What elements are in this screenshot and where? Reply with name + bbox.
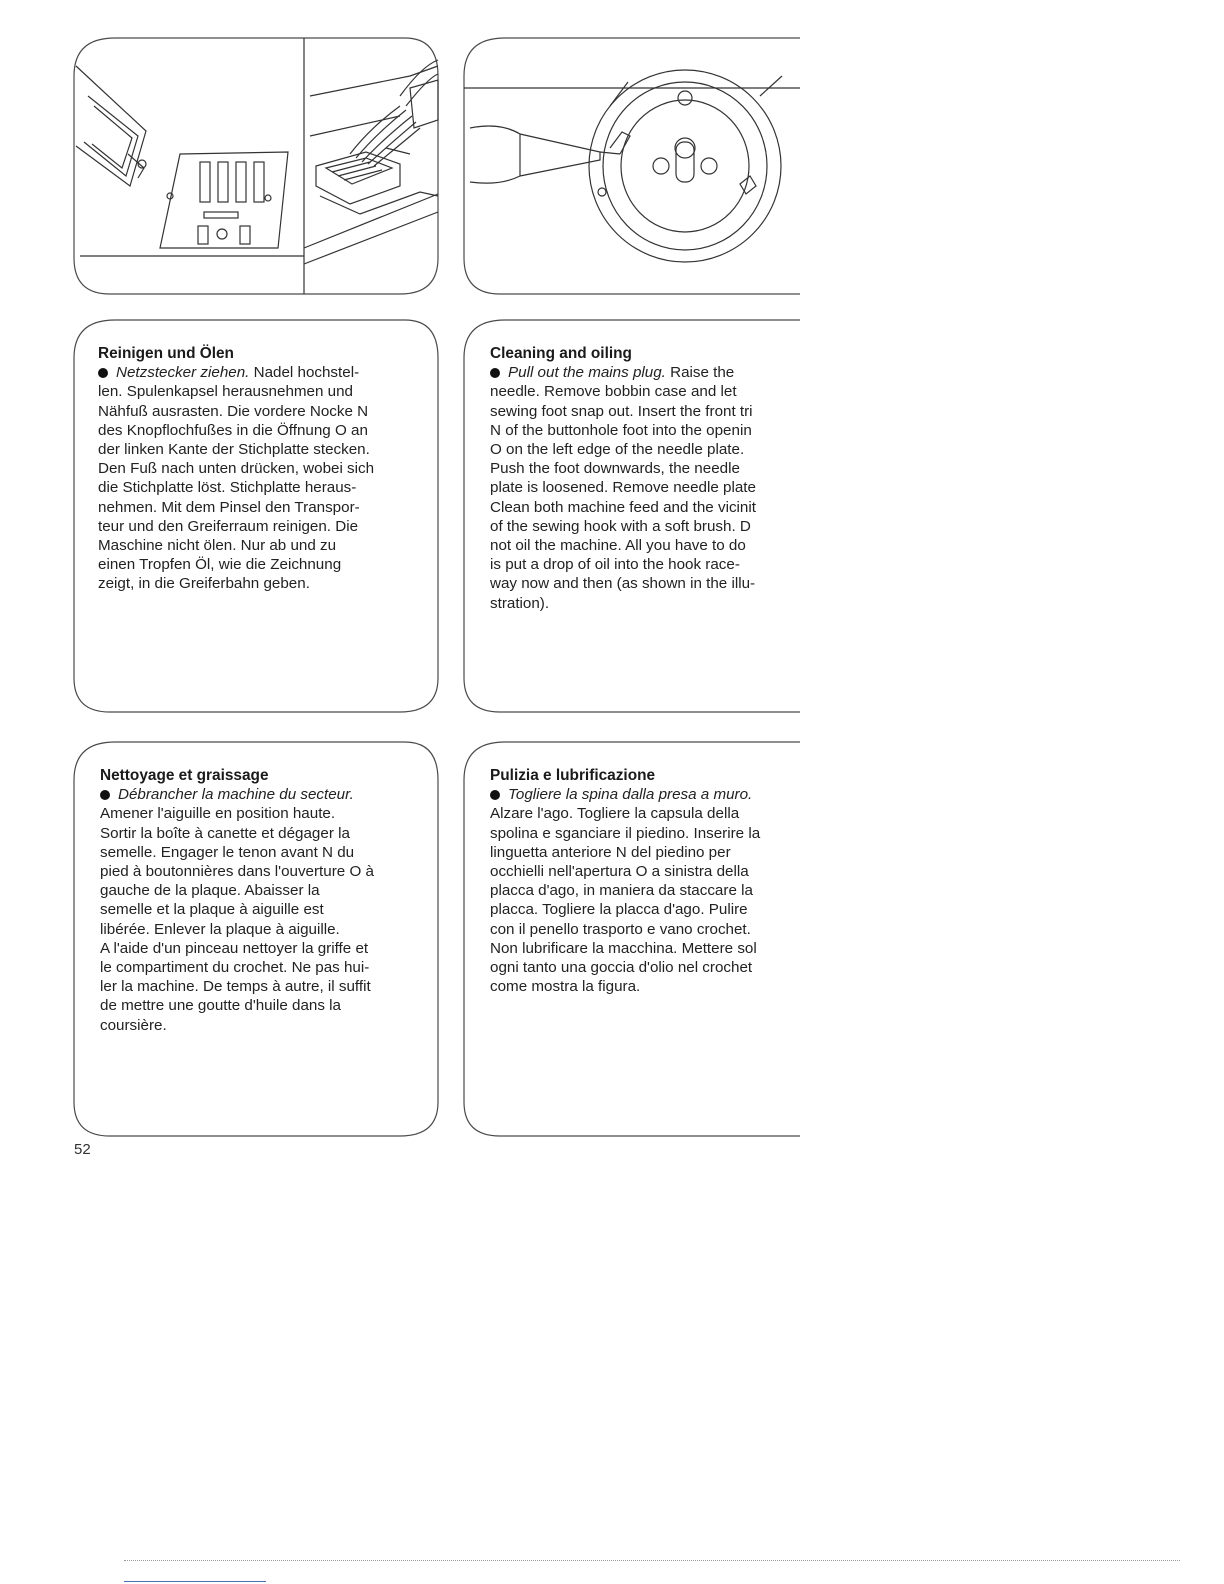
bullet-icon [100, 790, 110, 800]
section-fr-title: Nettoyage et graissage [100, 767, 269, 784]
bullet-icon [98, 368, 108, 378]
text-line: Non lubrificare la macchina. Mettere sol [490, 939, 757, 957]
text-line: Nähfuß ausrasten. Die vordere Nocke N [98, 402, 369, 420]
text-line: sewing foot snap out. Insert the front tri [490, 402, 753, 420]
text-line: Alzare l'ago. Togliere la capsula della [490, 805, 740, 823]
text-line: Den Fuß nach unten drücken, wobei sich [98, 460, 375, 478]
section-it-text [490, 766, 800, 996]
text-line: de mettre une goutte d'huile dans la [100, 997, 342, 1015]
needle-plate-and-feed-dogs-icon [70, 36, 442, 298]
section-it-line-0 [490, 785, 800, 804]
text-line: placca d'ago, in maniera da staccare la [490, 882, 753, 900]
text-line: ler la machine. De temps à autre, il suffit [100, 978, 371, 996]
text-line: O on the left edge of the needle plate. [490, 441, 745, 459]
section-de-title: Reinigen und Ölen [98, 345, 234, 362]
text-line: Sortir la boîte à canette et dégager la [100, 824, 350, 842]
text-line: des Knopflochfußes in die Öffnung O an [98, 421, 368, 439]
illustration-right-panel [460, 36, 800, 298]
text-line: teur und den Greiferraum reinigen. Die [98, 517, 359, 535]
section-de-text [98, 344, 432, 594]
illustration-left-panel [70, 36, 442, 298]
text-line: A l'aide d'un pinceau nettoyer la griffe et [100, 939, 369, 957]
text-line: come mostra la figura. [490, 978, 641, 996]
text-line: ogni tanto una goccia d'olio nel crochet [490, 959, 753, 977]
text-line: con il penello trasporto e vano crochet. [490, 920, 751, 938]
text-line: placca. Togliere la placca d'ago. Pulire [490, 901, 748, 919]
text-line: Maschine nicht ölen. Nur ab und zu [98, 537, 337, 555]
text-line: Amener l'aiguille en position haute. [100, 805, 336, 823]
text-line: way now and then (as shown in the illu- [490, 575, 756, 593]
section-it-lead: Togliere la spina dalla presa a muro. [508, 786, 753, 804]
text-line: occhielli nell'apertura O a sinistra della [490, 863, 749, 881]
text-line: semelle et la plaque à aiguille est [100, 901, 324, 919]
text-line: nehmen. Mit dem Pinsel den Transpor- [98, 498, 360, 516]
text-line: stration). [490, 594, 550, 612]
text-line: pied à boutonnières dans l'ouverture O à [100, 863, 374, 881]
text-line: N of the buttonhole foot into the openin [490, 421, 752, 439]
text-line: semelle. Engager le tenon avant N du [100, 843, 355, 861]
section-en-text [490, 344, 800, 613]
text-line: spolina e sganciare il piedino. Inserire la [490, 824, 761, 842]
text-line: die Stichplatte löst. Stichplatte heraus- [98, 479, 357, 497]
bullet-icon [490, 368, 500, 378]
text-line: libérée. Enlever la plaque à aiguille. [100, 920, 340, 938]
text-line: needle. Remove bobbin case and let [490, 383, 737, 401]
text-line: Clean both machine feed and the vicinit [490, 498, 756, 516]
section-de-line-0: Netzstecker ziehen. Nadel hochstel- [98, 363, 432, 382]
text-line: einen Tropfen Öl, wie die Zeichnung [98, 556, 342, 574]
text-line: der linken Kante der Stichplatte stecken. [98, 441, 370, 459]
text-line: linguetta anteriore N del piedino per [490, 843, 731, 861]
text-line: of the sewing hook with a soft brush. D [490, 517, 751, 535]
section-en-title: Cleaning and oiling [490, 345, 632, 362]
bullet-icon [490, 790, 500, 800]
section-fr-text [100, 766, 434, 1035]
section-it-title: Pulizia e lubrificazione [490, 767, 656, 784]
section-fr-lead: Débrancher la machine du secteur. [118, 786, 354, 804]
footer-rule [124, 1560, 1180, 1561]
section-en-line-0: Pull out the mains plug. Raise the [490, 363, 800, 382]
text-line: is put a drop of oil into the hook race- [490, 556, 740, 574]
section-en-lead: Pull out the mains plug. [508, 364, 666, 382]
footer-accent-rule [124, 1581, 266, 1582]
text-line: coursière. [100, 1016, 167, 1034]
section-fr-line-0 [100, 785, 434, 804]
section-de-lead: Netzstecker ziehen. [116, 364, 250, 382]
text-line: Push the foot downwards, the needle [490, 460, 740, 478]
text-line: zeigt, in die Greiferbahn geben. [98, 575, 310, 593]
text-line: le compartiment du crochet. Ne pas hui- [100, 959, 370, 977]
text-line: plate is loosened. Remove needle plate [490, 479, 756, 497]
text-line: not oil the machine. All you have to do [490, 537, 746, 555]
page-number: 52 [74, 1141, 91, 1158]
text-line: gauche de la plaque. Abaisser la [100, 882, 320, 900]
text-line: len. Spulenkapsel herausnehmen und [98, 383, 353, 401]
bobbin-case-brush-icon [460, 36, 800, 298]
